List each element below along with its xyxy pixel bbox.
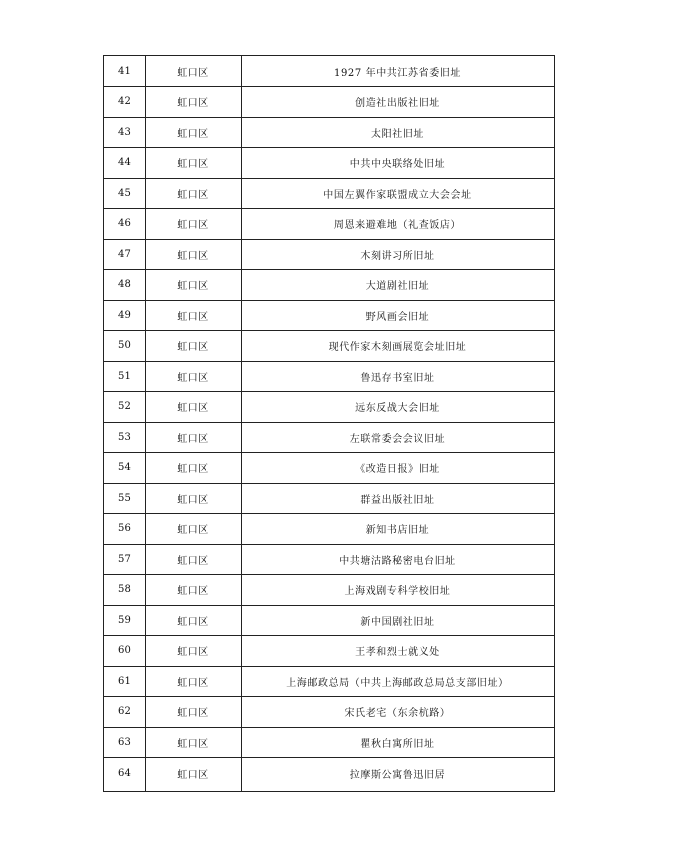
table-row (104, 422, 554, 453)
row-number: 60 (104, 636, 145, 667)
table-row (104, 636, 554, 667)
site-name-cell: 中共中央联络处旧址 (241, 148, 554, 179)
site-name-cell: 群益出版社旧址 (241, 483, 554, 514)
district-cell: 虹口区 (145, 270, 241, 301)
site-name-cell: 大道剧社旧址 (241, 270, 554, 301)
row-number: 52 (104, 392, 145, 423)
table-row (104, 666, 554, 697)
table-row (104, 331, 554, 362)
table-row (104, 605, 554, 636)
site-name-cell: 左联常委会会议旧址 (241, 422, 554, 453)
row-number: 42 (104, 87, 145, 118)
district-cell: 虹口区 (145, 422, 241, 453)
table-row (104, 300, 554, 331)
site-name-cell: 新知书店旧址 (241, 514, 554, 545)
district-cell: 虹口区 (145, 636, 241, 667)
district-cell: 虹口区 (145, 575, 241, 606)
table-row (104, 148, 554, 179)
site-name-cell: 《改造日报》旧址 (241, 453, 554, 484)
site-name-cell: 上海邮政总局（中共上海邮政总局总支部旧址） (241, 666, 554, 697)
district-cell: 虹口区 (145, 87, 241, 118)
district-cell: 虹口区 (145, 514, 241, 545)
district-cell: 虹口区 (145, 300, 241, 331)
table-row (104, 392, 554, 423)
table-row (104, 361, 554, 392)
district-cell: 虹口区 (145, 331, 241, 362)
site-name-cell: 上海戏剧专科学校旧址 (241, 575, 554, 606)
row-number: 54 (104, 453, 145, 484)
table-row (104, 544, 554, 575)
row-number: 48 (104, 270, 145, 301)
row-number: 57 (104, 544, 145, 575)
table-row (104, 87, 554, 118)
district-cell: 虹口区 (145, 148, 241, 179)
site-name-cell: 周恩来避难地（礼查饭店） (241, 209, 554, 240)
row-number: 55 (104, 483, 145, 514)
district-cell: 虹口区 (145, 178, 241, 209)
district-cell: 虹口区 (145, 483, 241, 514)
row-number: 58 (104, 575, 145, 606)
table-row (104, 727, 554, 758)
row-number: 50 (104, 331, 145, 362)
table-row (104, 56, 554, 87)
district-cell: 虹口区 (145, 361, 241, 392)
site-name-cell: 王孝和烈士就义处 (241, 636, 554, 667)
district-cell: 虹口区 (145, 544, 241, 575)
row-number: 49 (104, 300, 145, 331)
district-cell: 虹口区 (145, 605, 241, 636)
site-name-cell: 新中国剧社旧址 (241, 605, 554, 636)
row-number: 59 (104, 605, 145, 636)
site-name-cell: 太阳社旧址 (241, 117, 554, 148)
table-row (104, 239, 554, 270)
table-row (104, 209, 554, 240)
site-name-cell: 创造社出版社旧址 (241, 87, 554, 118)
row-number: 43 (104, 117, 145, 148)
table-row (104, 697, 554, 728)
site-name-cell: 拉摩斯公寓鲁迅旧居 (349, 769, 446, 781)
table-row (104, 483, 554, 514)
site-name-cell: 远东反战大会旧址 (241, 392, 554, 423)
site-name-cell: 鲁迅存书室旧址 (241, 361, 554, 392)
table-body (104, 56, 554, 788)
table-row (104, 575, 554, 606)
row-number: 47 (104, 239, 145, 270)
heritage-site-table (103, 55, 555, 792)
row-number: 41 (104, 56, 145, 87)
table-row (104, 270, 554, 301)
district-cell: 虹口区 (145, 697, 241, 728)
district-cell: 虹口区 (145, 239, 241, 270)
district-cell: 虹口区 (145, 117, 241, 148)
table-row (104, 758, 554, 789)
site-name-cell: 中共塘沽路秘密电台旧址 (241, 544, 554, 575)
row-number: 64 (117, 767, 132, 779)
district-cell: 虹口区 (177, 769, 209, 781)
row-number: 62 (104, 697, 145, 728)
site-name-cell: 瞿秋白寓所旧址 (241, 727, 554, 758)
district-cell: 虹口区 (145, 209, 241, 240)
row-number: 44 (104, 148, 145, 179)
table-row (104, 453, 554, 484)
site-name-cell: 野风画会旧址 (241, 300, 554, 331)
table-row (104, 514, 554, 545)
row-number: 61 (104, 666, 145, 697)
district-cell: 虹口区 (145, 666, 241, 697)
site-name-cell: 木刻讲习所旧址 (241, 239, 554, 270)
row-number: 46 (104, 209, 145, 240)
district-cell: 虹口区 (145, 727, 241, 758)
row-number: 56 (104, 514, 145, 545)
site-name-cell: 现代作家木刻画展览会址旧址 (241, 331, 554, 362)
site-list-table (104, 56, 554, 788)
district-cell: 虹口区 (145, 56, 241, 87)
row-number: 53 (104, 422, 145, 453)
table-row (104, 178, 554, 209)
row-number: 63 (104, 727, 145, 758)
row-number: 51 (104, 361, 145, 392)
row-number: 45 (104, 178, 145, 209)
site-name-cell: 1927 年中共江苏省委旧址 (241, 56, 554, 87)
site-name-cell: 中国左翼作家联盟成立大会会址 (241, 178, 554, 209)
district-cell: 虹口区 (145, 392, 241, 423)
site-name-cell: 宋氏老宅（东余杭路） (241, 697, 554, 728)
table-row (104, 117, 554, 148)
district-cell: 虹口区 (145, 453, 241, 484)
